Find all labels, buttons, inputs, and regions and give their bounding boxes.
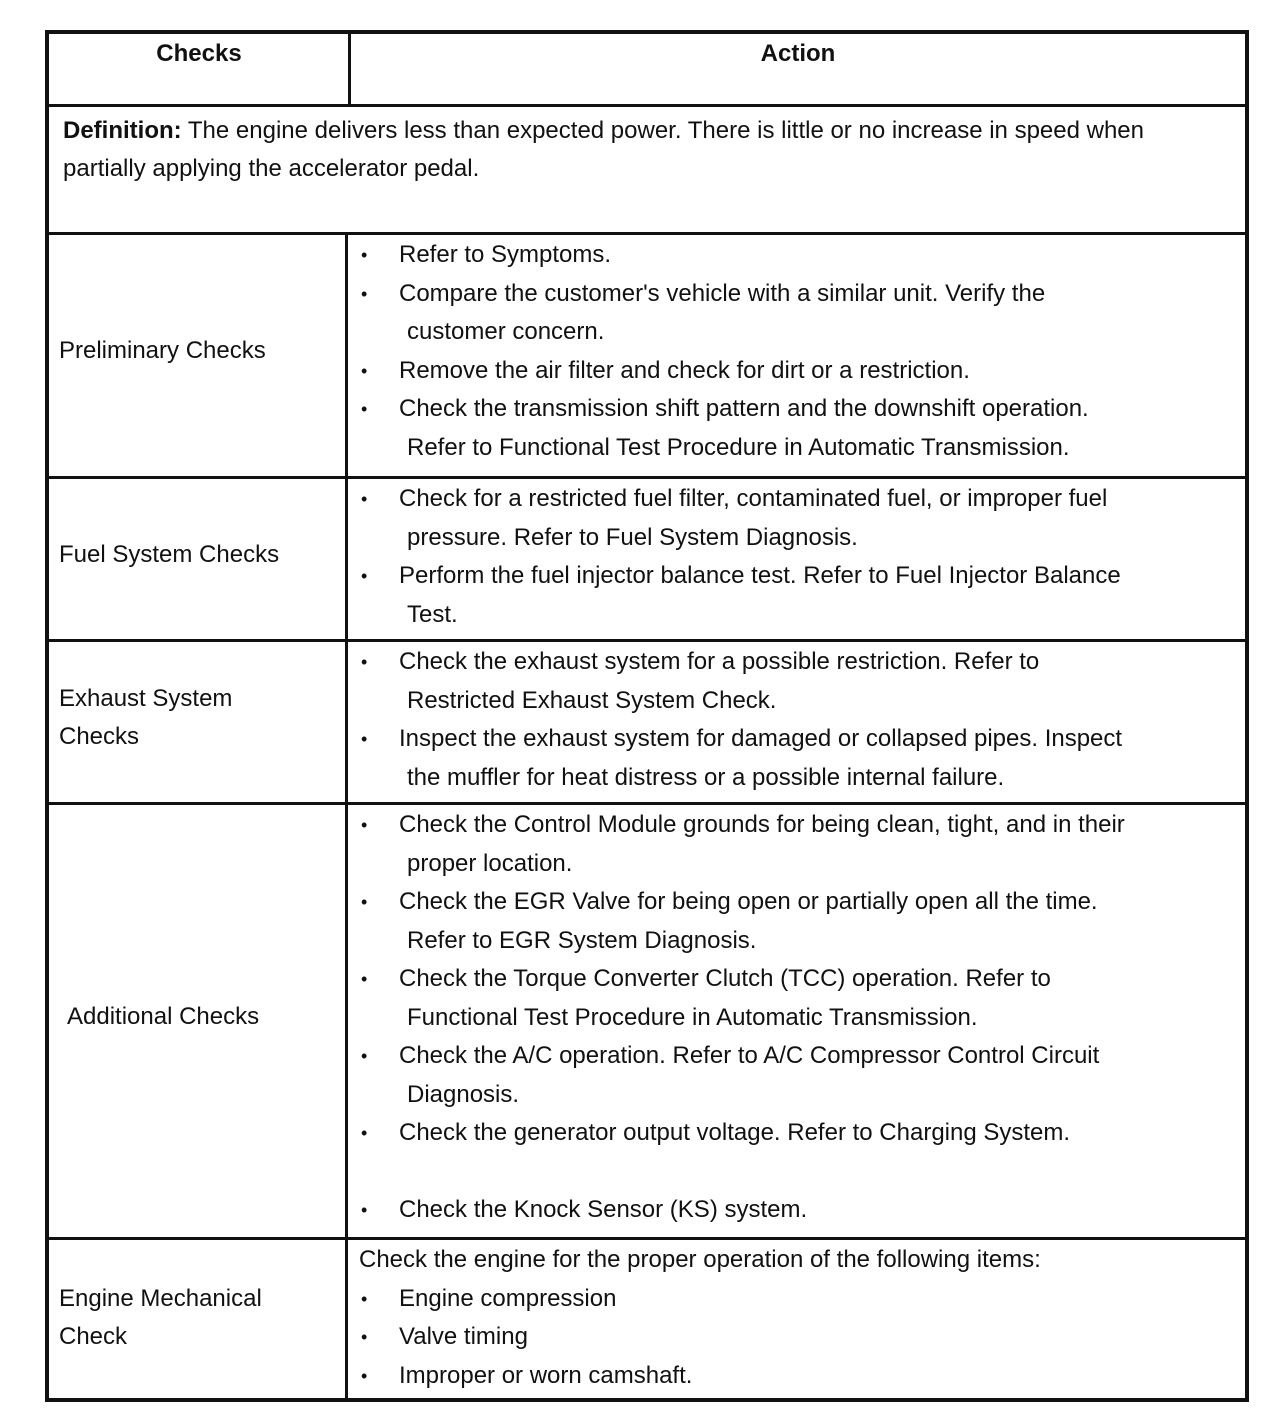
list-item: • Check the Torque Converter Clutch (TCC) operation. Refer to Functional Test Procedure in Automatic Transmission. [359,960,1231,1037]
bullet-icon: • [361,399,368,419]
list-item: • Remove the air filter and check for dirt or a restriction. [359,352,1231,391]
bullet-icon: • [361,652,368,672]
bullet-icon: • [361,892,368,912]
header-divider [348,34,351,104]
bullet-icon: • [361,245,368,265]
header-rule [49,104,1245,107]
bullet-icon: • [361,1123,368,1143]
list-item: • Perform the fuel injector balance test. Refer to Fuel Injector Balance Test. [359,557,1231,634]
bullet-icon: • [361,1199,368,1220]
spacer [359,1153,1231,1191]
column-header-checks: Checks [156,40,242,67]
row-label-fuel-system: Fuel System Checks [59,541,280,568]
bullet-icon: • [361,566,368,586]
list-item: • Check the exhaust system for a possible restriction. Refer to Restricted Exhaust System Check. [359,643,1231,720]
list-item: • Engine compression [359,1280,1231,1319]
bullet-icon: • [361,283,368,304]
list-item: • Refer to Symptoms. [359,236,1231,275]
row-label-additional: Additional Checks [67,1003,260,1030]
row-rule [49,802,1245,805]
definition-label: Definition: [63,117,182,144]
list-item: • Check the transmission shift pattern and the downshift operation. Refer to Functional Test Procedure in Automatic Transmission. [359,390,1231,467]
row-actions-fuel-system [359,480,1231,634]
row-actions-engine-mechanical [359,1241,1231,1395]
row-label-engine-mechanical: Engine Mechanical Check [59,1285,262,1350]
bullet-icon: • [361,489,368,509]
bullet-icon: • [361,815,368,835]
definition-body: The engine delivers less than expected power. There is little or no increase in speed when partially applying the accelerator pedal. [63,117,1144,182]
diagnostic-table [45,30,1249,1402]
definition-text [63,112,1225,188]
bullet-icon: • [361,969,368,989]
intro-text: Check the engine for the proper operation of the following items: [359,1246,1041,1273]
list-item: • Check the Knock Sensor (KS) system. [359,1191,1231,1230]
row-rule [49,639,1245,642]
list-item: • Check the EGR Valve for being open or partially open all the time. Refer to EGR System Diagnosis. [359,883,1231,960]
list-item: • Check the generator output voltage. Refer to Charging System. [359,1114,1231,1153]
list-item: • Check the A/C operation. Refer to A/C Compressor Control Circuit Diagnosis. [359,1037,1231,1114]
row-label-exhaust-system: Exhaust System Checks [59,685,233,750]
bullet-icon: • [361,1327,368,1347]
row-label-preliminary: Preliminary Checks [59,337,266,364]
column-divider [345,232,348,1398]
list-item: • Valve timing [359,1318,1231,1357]
list-item: • Check the Control Module grounds for being clean, tight, and in their proper location. [359,806,1231,883]
list-item: • Inspect the exhaust system for damaged or collapsed pipes. Inspect the muffler for heat distress or a possible internal failure. [359,720,1231,797]
bullet-icon: • [361,729,368,749]
row-actions-additional [359,806,1231,1229]
bullet-icon: • [361,1288,368,1309]
column-header-action: Action [760,40,836,67]
row-actions-exhaust-system [359,643,1231,797]
row-actions-preliminary [359,236,1231,467]
list-item: • Compare the customer's vehicle with a similar unit. Verify the customer concern. [359,275,1231,352]
row-rule [49,1237,1245,1240]
definition-rule [49,232,1245,235]
row-rule [49,476,1245,479]
bullet-icon: • [361,1365,368,1386]
list-item: • Improper or worn camshaft. [359,1357,1231,1396]
bullet-icon: • [361,1046,368,1066]
list-item: • Check for a restricted fuel filter, contaminated fuel, or improper fuel pressure. Refer to Fuel System Diagnosis. [359,480,1231,557]
bullet-icon: • [361,360,368,381]
